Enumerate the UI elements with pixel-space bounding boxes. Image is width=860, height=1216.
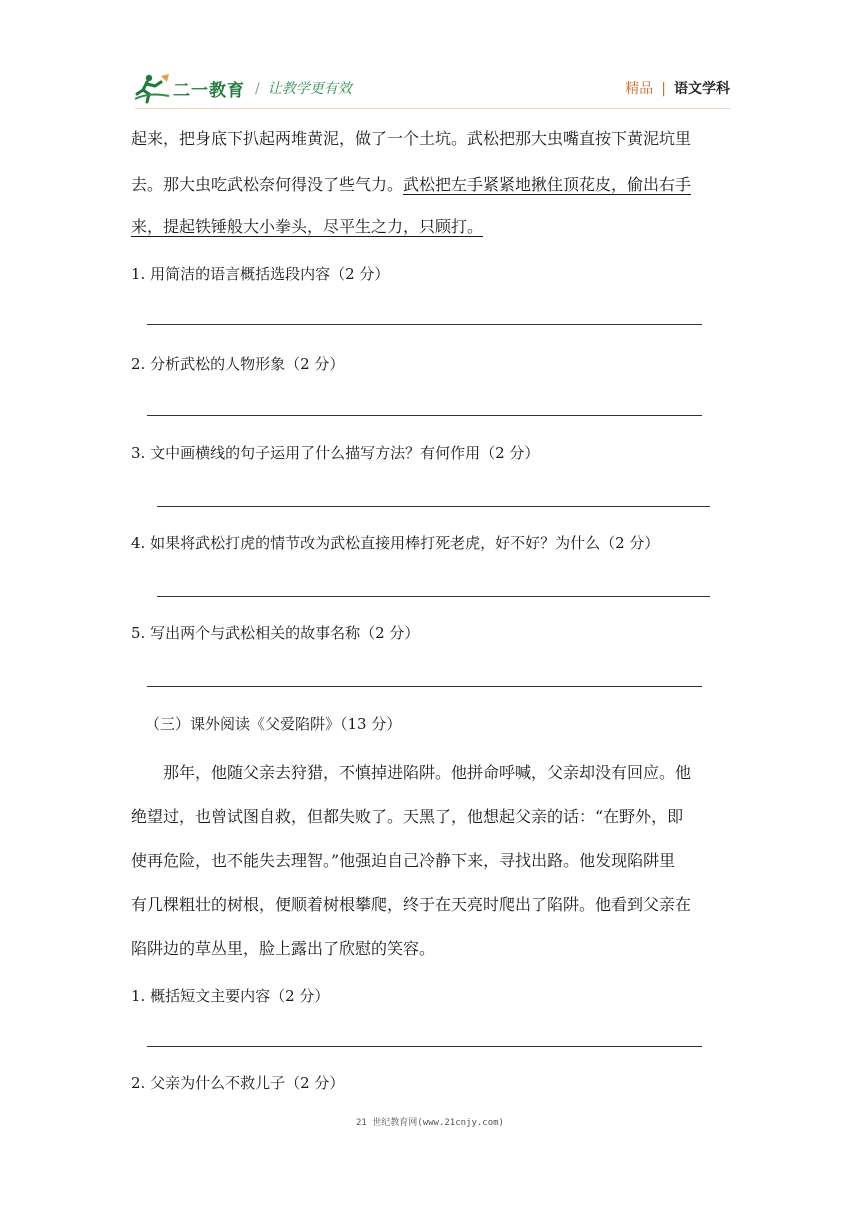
answer-line[interactable] [157,506,710,507]
question-3: 3. 文中画横线的句子运用了什么描写方法？有何作用（2 分） [131,444,540,462]
passage-line: 使再危险，也不能失去理智。”他强迫自己冷静下来，寻找出路。他发现陷阱里 [131,851,676,870]
answer-line[interactable] [147,1046,702,1047]
slogan-separator: / [255,81,260,97]
passage-line: 绝望过，也曾试图自救，但都失败了。天黑了，他想起父亲的话：“在野外，即 [131,807,684,826]
section-title: （三）课外阅读《父爱陷阱》（13 分） [145,715,402,733]
slogan [255,78,352,98]
answer-line[interactable] [157,596,710,597]
question-1: 1. 概括短文主要内容（2 分） [131,987,330,1005]
answer-line[interactable] [147,324,702,325]
question-1: 1. 用简洁的语言概括选段内容（2 分） [131,265,390,283]
slogan-text: 让教学更有效 [267,81,352,97]
passage-line [131,167,731,203]
underlined-sentence: 来，提起铁锤般大小拳头，尽平生之力，只顾打。 [131,217,484,236]
header-separator: | [661,81,666,97]
passage-text: 去。那大虫吃武松奈何得没了些气力。 [131,175,404,194]
passage-line: 陷阱边的草丛里，脸上露出了欣慰的笑容。 [131,939,436,958]
underlined-sentence: 武松把左手紧紧地揪住顶花皮，偷出右手 [403,175,692,194]
answer-line[interactable] [147,686,702,687]
brand-name: 二一教育 [173,81,245,101]
question-2: 2. 父亲为什么不救儿子（2 分） [131,1074,345,1092]
question-2: 2. 分析武松的人物形象（2 分） [131,355,345,373]
passage-line: 那年，他随父亲去狩猎，不慎掉进陷阱。他拼命呼喊，父亲却没有回应。他 [163,763,692,782]
question-4: 4. 如果将武松打虎的情节改为武松直接用棒打死老虎，好不好？为什么（2 分） [131,534,660,552]
page-header [135,66,730,108]
passage-line: 有几棵粗壮的树根，便顺着树根攀爬，终于在天亮时爬出了陷阱。他看到父亲在 [131,895,692,914]
page-footer: 21 世纪教育网(www.21cnjy.com) [356,1118,504,1128]
answer-line[interactable] [147,415,702,416]
passage-line [131,209,731,245]
header-divider [135,108,730,109]
passage-line: 起来，把身底下扒起两堆黄泥，做了一个土坑。武松把那大虫嘴直按下黄泥坑里 [131,129,692,148]
quality-label: 精品 [625,81,654,97]
question-5: 5. 写出两个与武松相关的故事名称（2 分） [131,624,420,642]
header-tag [625,78,730,98]
subject-label: 语文学科 [674,81,730,97]
